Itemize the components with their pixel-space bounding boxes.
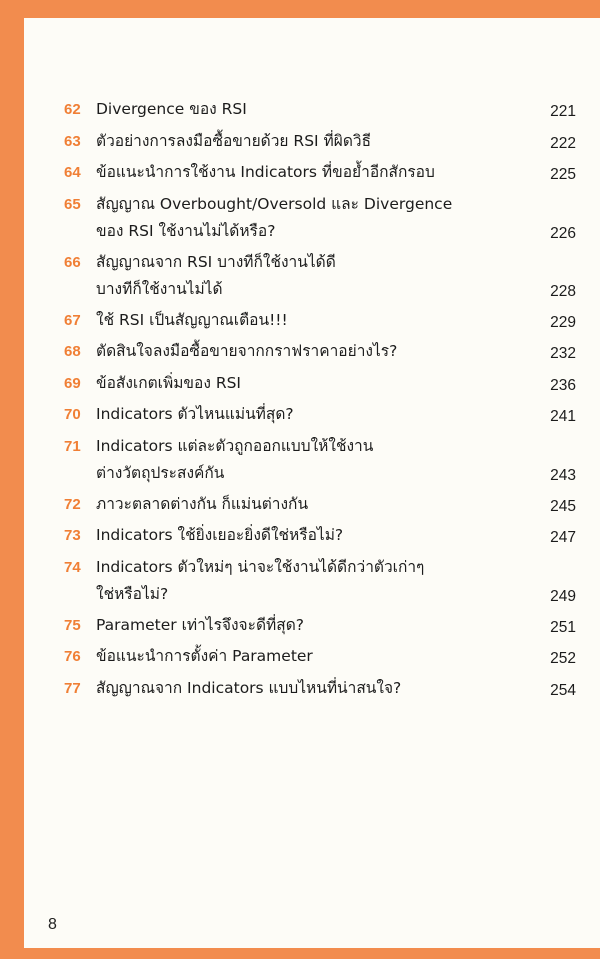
entry-number: 64 — [64, 164, 81, 181]
entry-number: 73 — [64, 527, 81, 544]
entry-page: 254 — [550, 681, 576, 699]
entry-page: 221 — [550, 103, 576, 120]
entry-title: สัญญาณ Overbought/Oversold และ Divergence ของ RSI ใช้งานไม่ได้หรือ? — [96, 194, 453, 240]
entry-number: 68 — [64, 343, 81, 360]
toc-entry — [64, 159, 576, 191]
entry-title: ข้อสังเกตเพิ่มของ RSI — [96, 373, 241, 392]
page-number: 8 — [48, 916, 57, 933]
entry-title: Indicators ตัวใหม่ๆ น่าจะใช้งานได้ดีกว่าตัวเก่าๆ ใช่หรือไม่? — [96, 557, 425, 603]
entry-title: ตัวอย่างการลงมือซื้อขายด้วย RSI ที่ผิดวิธี — [96, 131, 372, 150]
entry-page: 241 — [550, 408, 576, 425]
toc-entry — [64, 522, 576, 554]
toc-entry — [64, 612, 576, 644]
entry-title: สัญญาณจาก Indicators แบบไหนที่น่าสนใจ? — [96, 678, 402, 697]
entry-title: ข้อแนะนำการใช้งาน Indicators ที่ขอย้ำอีกสักรอบ — [96, 163, 435, 181]
toc-entry — [64, 433, 576, 491]
entry-title: ใช้ RSI เป็นสัญญาณเตือน!!! — [96, 310, 288, 329]
toc-entry — [64, 675, 576, 707]
entry-page: 247 — [550, 529, 576, 546]
entry-title: ข้อแนะนำการตั้งค่า Parameter — [96, 647, 313, 665]
toc-entry — [64, 96, 576, 128]
entry-page: 225 — [550, 166, 576, 183]
entry-title: Indicators ใช้ยิ่งเยอะยิ่งดีใช่หรือไม่? — [96, 526, 344, 544]
entry-title: ภาวะตลาดต่างกัน ก็แม่นต่างกัน — [96, 494, 309, 513]
toc-entry — [64, 191, 576, 249]
entry-page: 243 — [550, 466, 576, 484]
entry-number: 77 — [64, 679, 81, 697]
entry-number: 76 — [64, 648, 81, 665]
toc-entry — [64, 491, 576, 523]
entry-title: Parameter เท่าไรจึงจะดีที่สุด? — [96, 615, 305, 634]
entry-title: ตัดสินใจลงมือซื้อขายจากกราฟราคาอย่างไร? — [96, 342, 398, 360]
entry-title: Indicators แต่ละตัวถูกออกแบบให้ใช้งาน ต่างวัตถุประสงค์กัน — [96, 436, 374, 482]
entry-page: 252 — [550, 650, 576, 667]
entry-page: 245 — [550, 497, 576, 515]
toc-entry — [64, 338, 576, 370]
entry-page: 228 — [550, 282, 576, 300]
toc-entry — [64, 307, 576, 339]
entry-page: 229 — [550, 313, 576, 331]
toc-entry — [64, 370, 576, 402]
entry-page: 249 — [550, 587, 576, 605]
toc-entry — [64, 554, 576, 612]
entry-number: 69 — [64, 374, 81, 392]
book-page — [24, 18, 600, 948]
entry-number: 74 — [64, 558, 81, 576]
toc-entry — [64, 401, 576, 433]
entry-number: 63 — [64, 132, 81, 150]
entry-number: 71 — [64, 437, 81, 455]
entry-page: 226 — [550, 224, 576, 242]
toc-entry — [64, 128, 576, 160]
entry-number: 72 — [64, 495, 81, 513]
entry-number: 70 — [64, 406, 81, 423]
entry-title: Divergence ของ RSI — [96, 100, 247, 118]
entry-number: 65 — [64, 195, 81, 213]
entry-number: 62 — [64, 101, 81, 118]
entry-title: Indicators ตัวไหนแม่นที่สุด? — [96, 405, 294, 423]
table-of-contents — [64, 96, 576, 706]
entry-page: 251 — [550, 618, 576, 636]
entry-page: 232 — [550, 345, 576, 362]
entry-page: 222 — [550, 134, 576, 152]
entry-number: 66 — [64, 253, 81, 271]
entry-number: 67 — [64, 311, 81, 329]
toc-entry — [64, 643, 576, 675]
entry-number: 75 — [64, 616, 81, 634]
entry-page: 236 — [550, 376, 576, 394]
toc-entry — [64, 249, 576, 307]
entry-title: สัญญาณจาก RSI บางทีก็ใช้งานได้ดี บางทีก็ใช้งานไม่ได้ — [96, 252, 336, 298]
